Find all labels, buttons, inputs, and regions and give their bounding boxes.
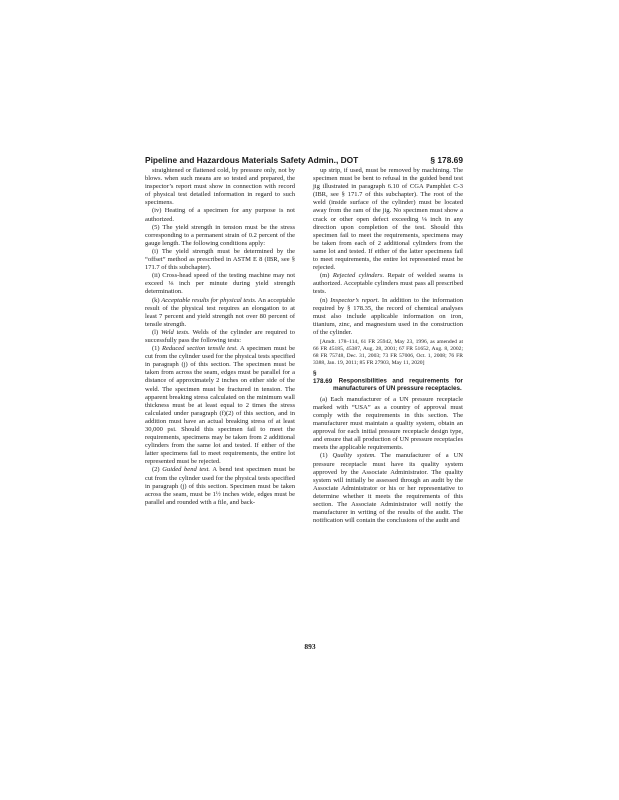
paragraph-heading: Rejected cylinders. bbox=[332, 272, 385, 280]
paragraph bbox=[145, 224, 295, 248]
paragraph-text: Each manufacturer of a UN pressure receptacle marked with “USA” as a country of approval must comply with the requirements in this section. The manufacturer must maintain a quality system, obtain an approval for each initial pressure receptacle design type, and ensure that all production of UN pressure receptacles meets the applicable requirements. bbox=[313, 395, 463, 452]
paragraph-lead: (2) bbox=[152, 466, 163, 474]
paragraph-lead: (a) bbox=[320, 395, 331, 403]
paragraph-heading: Inspector’s report. bbox=[330, 296, 380, 304]
section-title: Responsibilities and requirements for manufacturers of UN pressure receptacles. bbox=[333, 377, 463, 393]
paragraph bbox=[313, 396, 463, 453]
paragraph bbox=[313, 167, 463, 272]
paragraph bbox=[313, 272, 463, 296]
paragraph-text: (5) The yield strength in tension must be the stress corresponding to a permanent strain of 0.2 percent of the gauge length. The following conditions apply: bbox=[145, 223, 295, 247]
amendment-note: [Amdt. 178–114, 61 FR 25942, May 23, 1996, as amended at 66 FR 45185, 45387, Aug. 28, 2001; 67 FR 51652, Aug. 8, 2002; 68 FR 75748, Dec. 31, 2003; 73 FR 57006, Oct. 1, 2008; 76 FR 3388, Jan. 19, 2011; 85 FR 27903, May 11, 2020] bbox=[313, 338, 463, 366]
paragraph-text: Repair of welded seams is authorized. Acceptable cylinders must pass all prescribed tests. bbox=[313, 272, 464, 296]
paragraph bbox=[313, 297, 463, 337]
paragraph-text: In addition to the information required by § 178.35, the record of chemical analyses must also include applicable information on iron, titanium, zinc, and magnesium used in the construction of the cylinder. bbox=[313, 296, 464, 336]
paragraph bbox=[145, 272, 295, 296]
paragraph bbox=[145, 248, 295, 272]
paragraph bbox=[145, 167, 295, 207]
paragraph-text: (ii) Cross-head speed of the testing machine may not exceed ⅛ inch per minute during yield strength determination. bbox=[145, 272, 295, 296]
paragraph-text: An acceptable result of the physical test requires an elongation to at least 7 percent and yield strength not over 80 percent of tensile strength. bbox=[145, 296, 295, 328]
paragraph bbox=[145, 329, 295, 345]
paragraph bbox=[145, 297, 295, 329]
paragraph-lead: (1) bbox=[320, 452, 333, 460]
paragraph-text: (i) The yield strength must be determined by the “offset” method as prescribed in ASTM E 8 (IBR, see § 171.7 of this subchapter). bbox=[145, 247, 295, 272]
paragraph-heading: Guided bend test. bbox=[162, 466, 211, 474]
paragraph-heading: Weld tests. bbox=[160, 328, 190, 336]
header-title: Pipeline and Hazardous Materials Safety Admin., DOT bbox=[145, 155, 359, 165]
header-section: § 178.69 bbox=[430, 155, 463, 165]
paragraph-text: The manufacturer of a UN pressure receptacle must have its quality system approved by the Associate Administrator. The quality system will initially be assessed through an audit by the Associate Administrator or his or her representative to determine whether it meets the requirements of this section. The Associate Administrator will notify the manufacturer in writing of the results of the audit. The notification will contain the conclusions of the audit and bbox=[313, 452, 463, 525]
section-heading bbox=[313, 370, 463, 393]
page-number: 893 bbox=[304, 642, 316, 651]
paragraph-text: up strip, if used, must be removed by machining. The specimen must be bent to refusal in the guided bend test jig illustrated in paragraph 6.10 of CGA Pamphlet C-3 (IBR, see § 171.7 of this subchapter). The root of the weld (inside surface of the cylinder) must be located away from the ram of the jig. No specimen must show a crack or other open defect exceeding ⅛ inch in any direction upon completion of the test. Should this specimen fail to meet the requirements, specimens may be taken from each of 2 additional cylinders from the same lot and tested. If either of the latter specimens fail to meet requirements, the entire lot represented must be rejected. bbox=[313, 167, 463, 272]
paragraph-heading: Reduced section tensile test. bbox=[162, 345, 238, 353]
paragraph-text: A bend test specimen must be cut from the cylinder used for the physical tests specified in paragraph (j) of this section. Specimen must be taken across the seam, must be 1½ inches wide, edges must be parallel and rounded with a file, and back- bbox=[145, 466, 295, 506]
paragraph-lead: (l) bbox=[152, 328, 161, 336]
paragraph-lead: (n) bbox=[320, 296, 331, 304]
paragraph-lead: (k) bbox=[152, 296, 162, 304]
paragraph-heading: Acceptable results for physical tests. bbox=[161, 296, 257, 304]
paragraph bbox=[313, 452, 463, 525]
paragraph-text: A specimen must be cut from the cylinder used for the physical tests specified in paragraph (j) of this section. The specimen must be taken from across the seam, edges must be parallel for a distance of approximately 2 inches on either side of the weld. The specimen must be fractured in tension. The apparent breaking stress calculated on the minimum wall thickness must be at least equal to 2 times the stress calculated under paragraph (f)(2) of this section, and in addition must have an actual breaking stress of at least 30,000 psi. Should this specimen fail to meet the requirements, specimens may be taken from 2 additional cylinders from the same lot and tested. If either of the latter specimens fail to meet requirements, the entire lot represented must be rejected. bbox=[145, 345, 295, 466]
paragraph-lead: (m) bbox=[320, 272, 333, 280]
paragraph bbox=[145, 207, 295, 223]
paragraph-heading: Quality system. bbox=[332, 452, 376, 460]
running-header bbox=[145, 153, 463, 167]
paragraph bbox=[145, 466, 295, 506]
right-column bbox=[313, 167, 463, 525]
paragraph bbox=[145, 345, 295, 466]
left-column bbox=[145, 167, 295, 507]
paragraph-text: straightened or flattened cold, by pressure only, not by blows. when such means are so tested and prepared, the inspector’s report must show in connection with record of physical test detailed information in regard to such specimens. bbox=[145, 167, 295, 207]
section-number: § 178.69 bbox=[313, 369, 333, 385]
paragraph-text: (iv) Heating of a specimen for any purpose is not authorized. bbox=[145, 207, 295, 223]
paragraph-text: Welds of the cylinder are required to successfully pass the following tests: bbox=[145, 328, 295, 344]
paragraph-lead: (1) bbox=[152, 345, 163, 353]
